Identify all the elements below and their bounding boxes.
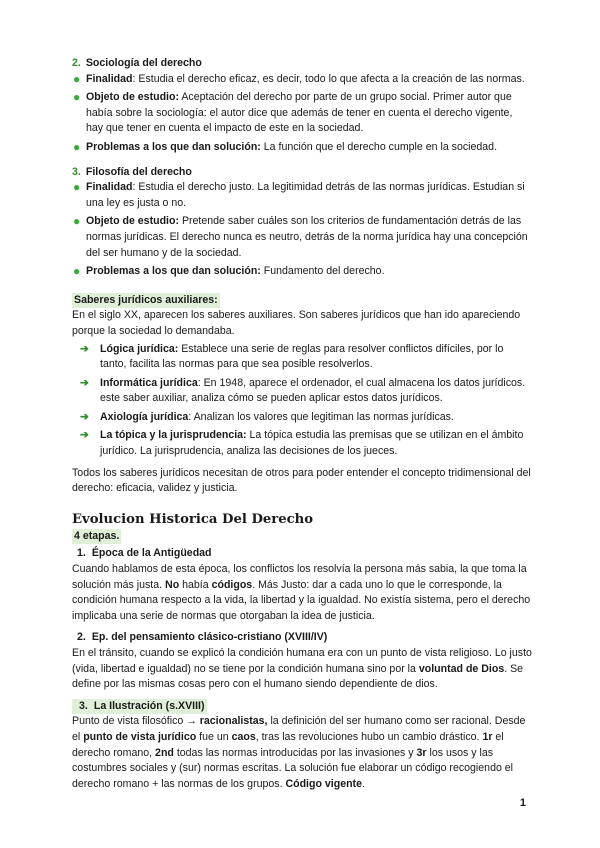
list-item: ● Objeto de estudio: Aceptación del derecho por parte de un grupo social. Primer autor que había sobre la sociología: el autor dice que además de tener en cuenta el derecho vigente, hay que tener en cuenta el impacto de este en la sociedad. [73,90,513,135]
evolucion-subtitle: 4 etapas. [72,529,532,545]
etapa-3-text: Punto de vista filosófico → racionalistas, la definición del ser humano como ser racional. Desde el punto de vista jurídico fue un caos, tras las revoluciones hubo un cambio drástico. 1r el derecho romano, 2nd todas las normas introducidas por las invasiones y 3r los usos y las costumbres sociales y (sur) normas escritas. La solución fue elaborar un código recogiendo el derecho romano + las normas de los grupos. Código vigente. [72,715,526,790]
list-item: ● Objeto de estudio: Pretende saber cuáles son los criterios de fundamentación detrás de las normas jurídicas. El derecho nunca es neutro, detrás de la norma jurídica hay una concepción del ser humano y de la sociedad. [73,214,528,259]
saberes-heading: Saberes jurídicos auxiliares: [72,293,532,309]
bullet-icon: ● [73,214,81,229]
filosofia-list [72,180,532,280]
saberes-closing: Todos los saberes jurídicos necesitan de otros para poder entender el concepto tridimensional del derecho: eficacia, validez y justicia. [72,466,531,495]
bullet-icon: ● [73,90,81,105]
arrow-icon: ➔ [80,376,89,389]
list-item: ➔ Lógica jurídica: Establece una serie de reglas para resolver conflictos difíciles, por lo tanto, facilita las normas para que sea posible resolverlos. [80,342,504,371]
bullet-icon: ● [73,180,81,195]
section-filosofia-heading: 3. Filosofía del derecho [72,165,192,178]
sociologia-list [72,72,532,156]
arrow-icon: ➔ [80,342,89,355]
bullet-icon: ● [73,264,81,279]
bullet-icon: ● [73,139,81,154]
document-body [72,56,532,792]
saberes-list [72,342,532,460]
arrow-icon: ➔ [80,410,89,423]
etapa-2-text: En el tránsito, cuando se explicó la condición humana era con un punto de vista religioso. Lo justo (vida, libertad e igualdad) no se tiene por la condición humana sino por la voluntad de Dios. Se define por las mismas cosas pero con el humano siendo dependiente de dios. [72,647,532,691]
list-item: ● Problemas a los que dan solución: La función que el derecho cumple en la sociedad. [73,139,498,154]
evolucion-heading: Evolucion Historica Del Derecho [72,511,314,527]
list-item: ➔ Informática jurídica: En 1948, aparece el ordenador, el cual almacena los datos jurídicos. este saber auxiliar, analiza cómo se pueden aplicar estos datos jurídicos. [80,376,526,405]
list-item: ➔ Axiología jurídica: Analizan los valores que legitiman las normas jurídicas. [72,410,532,426]
list-item: ● Finalidad: Estudia el derecho eficaz, es decir, todo lo que afecta a la creación de las normas. [73,71,525,86]
arrow-icon: ➔ [80,429,89,442]
etapa-1-heading: 1. Época de la Antigüedad [77,547,212,560]
list-item: ● Finalidad: Estudia el derecho justo. La legitimidad detrás de las normas jurídicas. Estudian si una ley es justa o no. [73,180,525,209]
list-item: ➔ La tópica y la jurisprudencia: La tópica estudia las premisas que se utilizan en el ámbito jurídico. La jurisprudencia, analiza las decisiones de los jueces. [80,429,524,458]
etapa-1-text: Cuando hablamos de esta época, los conflictos los resolvía la persona más sabia, la que toma la solución más justa. No había códigos. Más Justo: dar a cada uno lo que le corresponde, la condición humana respecto a la vida, la libertad y la igualdad. No existía sistema, pero el derecho implicaba una serie de normas que otorgaban la idea de justicia. [72,563,531,622]
saberes-intro: En el siglo XX, aparecen los saberes auxiliares. Son saberes jurídicos que han ido apareciendo porque la sociedad lo demandaba. [72,309,521,337]
bullet-icon: ● [73,71,81,86]
page-number: 1 [519,797,526,809]
etapa-3-heading: 3. La Ilustración (s.XVIII) [72,699,532,715]
list-item: ● Problemas a los que dan solución: Fundamento del derecho. [73,264,385,279]
etapa-2-heading: 2. Ep. del pensamiento clásico-cristiano (XVIII/IV) [77,631,328,644]
section-sociologia-heading: 2. Sociología del derecho [72,57,202,69]
